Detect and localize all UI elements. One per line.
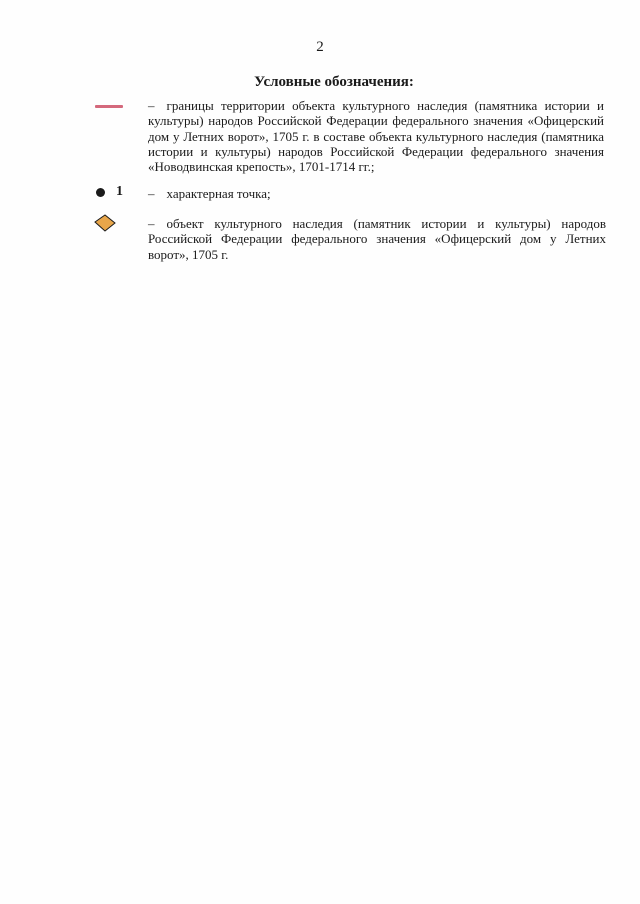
- page-number: 2: [316, 39, 324, 55]
- legend-point-description: [148, 186, 448, 201]
- legend-object-description: [148, 216, 606, 262]
- legend-boundary-description: [148, 98, 604, 174]
- point-label: 1: [116, 184, 123, 199]
- black-dot-icon: [96, 188, 105, 197]
- legend-title: Условные обозначения:: [254, 74, 414, 90]
- legend-point-text: характерная точка;: [166, 186, 271, 201]
- orange-diamond-icon: [94, 214, 116, 232]
- legend-dash: –: [148, 216, 155, 231]
- legend-dash: –: [148, 98, 155, 113]
- legend-object-text: объект культурного наследия (памятник истории и культуры) народов Российской Федерации федерального значения «Офицерский дом у Летних ворот», 1705 г.: [148, 216, 606, 262]
- legend-boundary-text: границы территории объекта культурного наследия (памятника истории и культуры) народов Российской Федерации федерального значения «Офицерский дом у Летних ворот», 1705 г. в составе объекта культурного наследия (памятника истории и культуры) народов Российской Федерации федерального значения «Новодвинская крепость», 1701-1714 гг.;: [148, 98, 604, 175]
- characteristic-point-symbol: [96, 185, 123, 199]
- red-boundary-line-icon: [95, 105, 123, 108]
- legend-dash: –: [148, 186, 155, 201]
